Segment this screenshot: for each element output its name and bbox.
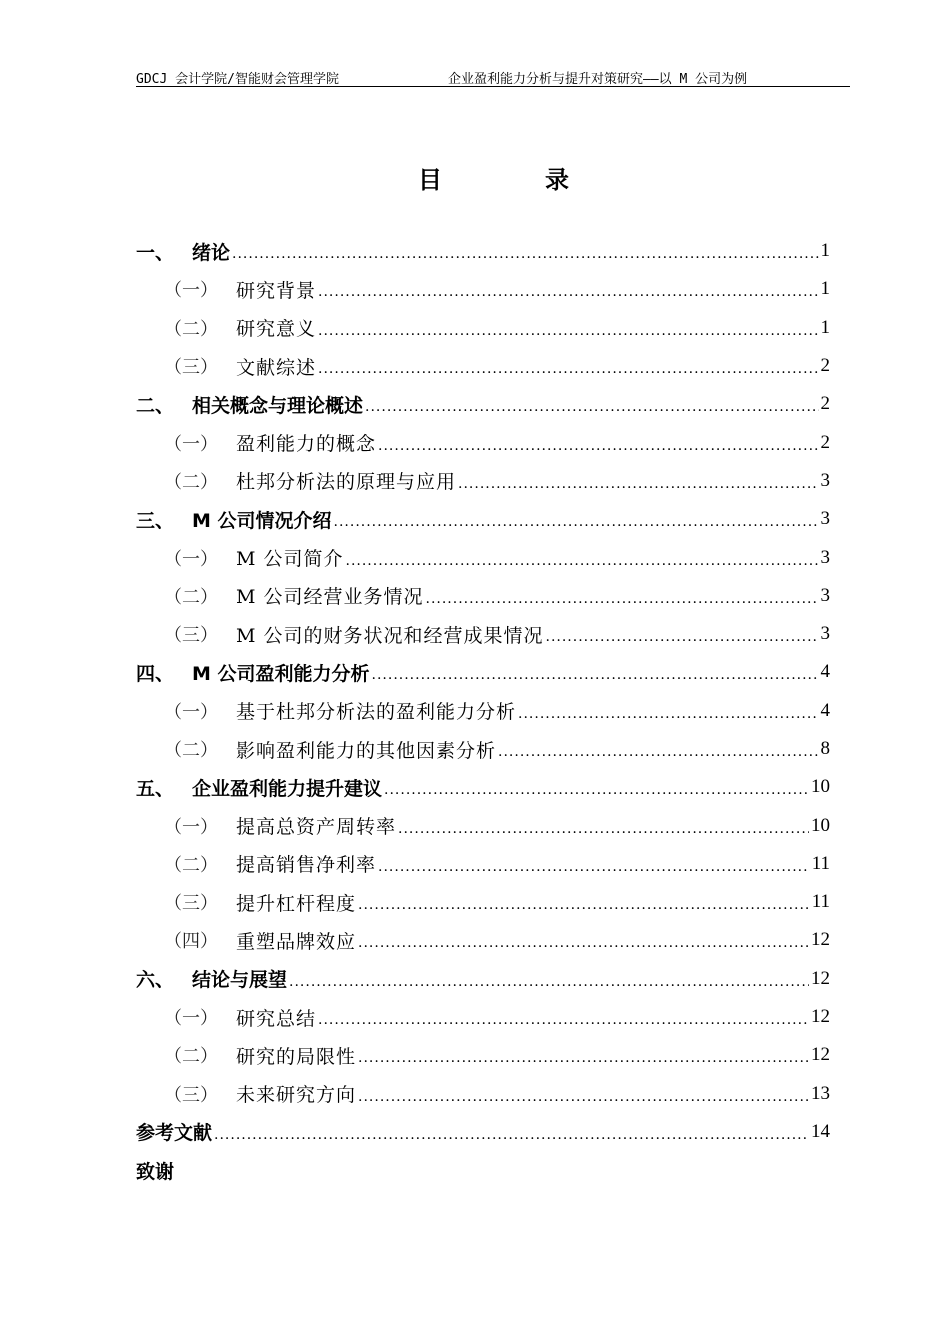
- toc-dot-leader: [214, 1127, 809, 1143]
- toc-entry-number: （一）: [164, 701, 218, 723]
- toc-entry[interactable]: [136, 1036, 830, 1074]
- toc-entry-label: 提高销售净利率: [236, 854, 377, 877]
- toc-entry-page-number: 3: [820, 508, 830, 530]
- toc-entry-page-number: 14: [811, 1120, 830, 1142]
- toc-entry-page-number: 1: [820, 278, 830, 300]
- toc-entry-number: （三）: [164, 893, 218, 915]
- toc-entry-number: 三、: [136, 509, 175, 532]
- toc-dot-leader: [358, 1089, 809, 1105]
- toc-entry-label: M 公司的财务状况和经营成果情况: [236, 624, 544, 647]
- title-char-2: 录: [545, 166, 569, 194]
- toc-entry-page-number: 1: [820, 240, 830, 262]
- toc-entry-page-number: 8: [820, 738, 830, 759]
- toc-entry-number: （二）: [164, 586, 218, 608]
- toc-entry-page-number: 11: [811, 852, 830, 874]
- toc-entry[interactable]: [136, 615, 830, 653]
- toc-entry-page-number: 12: [811, 1006, 830, 1028]
- header-left-text: GDCJ 会计学院/智能财会管理学院: [136, 72, 339, 87]
- toc-entry[interactable]: [136, 883, 830, 921]
- toc-entry-label: 结论与展望: [192, 969, 288, 992]
- toc-dot-leader: [346, 553, 819, 569]
- toc-entry-page-number: 4: [820, 661, 830, 683]
- toc-entry-label: 基于杜邦分析法的盈利能力分析: [236, 701, 517, 724]
- toc-entry-page-number: 3: [820, 546, 830, 568]
- toc-dot-leader: [318, 323, 818, 339]
- toc-dot-leader: [426, 591, 819, 607]
- toc-dot-leader: [372, 667, 819, 683]
- toc-entry-label: 杜邦分析法的原理与应用: [236, 471, 457, 494]
- toc-dot-leader: [334, 514, 819, 530]
- toc-entry-label: 研究背景: [236, 279, 317, 302]
- toc-entry-number: 一、: [136, 241, 175, 264]
- toc-entry[interactable]: [136, 692, 830, 730]
- toc-entry[interactable]: [136, 385, 830, 423]
- toc-entry[interactable]: [136, 270, 830, 308]
- toc-entry-number: （一）: [164, 433, 218, 455]
- toc-dot-leader: [384, 782, 809, 798]
- toc-entry-page-number: 10: [811, 776, 830, 798]
- toc-entry-number: （二）: [164, 1046, 218, 1068]
- toc-entry[interactable]: [136, 500, 830, 538]
- toc-dot-leader: [498, 744, 818, 760]
- toc-entry-number: 五、: [136, 777, 175, 800]
- table-of-contents: [136, 232, 830, 1189]
- toc-entry-label: 研究总结: [236, 1007, 317, 1030]
- toc-entry-page-number: 12: [811, 967, 830, 989]
- toc-entry-label: 未来研究方向: [236, 1084, 357, 1107]
- toc-entry-number: （二）: [164, 854, 218, 876]
- toc-dot-leader: [518, 706, 818, 722]
- toc-entry-page-number: 4: [820, 699, 830, 721]
- page-header: [136, 66, 850, 87]
- toc-entry-number: （二）: [164, 471, 218, 493]
- toc-entry[interactable]: [136, 462, 830, 500]
- toc-entry[interactable]: [136, 423, 830, 461]
- toc-entry-number: （三）: [164, 625, 218, 647]
- toc-entry-page-number: 12: [811, 929, 830, 951]
- toc-entry-page-number: 13: [811, 1082, 830, 1104]
- toc-dot-leader: [318, 284, 818, 300]
- toc-entry-label: 盈利能力的概念: [236, 433, 377, 456]
- toc-entry-label: 影响盈利能力的其他因素分析: [236, 739, 497, 762]
- toc-entry-label: 提高总资产周转率: [236, 816, 397, 839]
- toc-entry-page-number: 2: [820, 393, 830, 415]
- toc-entry-number: （四）: [164, 931, 218, 953]
- toc-entry-label: 重塑品牌效应: [236, 930, 357, 953]
- toc-entry-page-number: 3: [820, 623, 830, 645]
- toc-entry-number: （三）: [164, 357, 218, 379]
- toc-entry[interactable]: [136, 1151, 830, 1189]
- page-title: [0, 160, 950, 194]
- toc-dot-leader: [378, 438, 818, 454]
- toc-entry-label: 研究意义: [236, 318, 317, 341]
- toc-entry[interactable]: [136, 232, 830, 270]
- toc-entry-page-number: 1: [820, 316, 830, 338]
- toc-entry[interactable]: [136, 768, 830, 806]
- toc-entry-label: 致谢: [136, 1160, 175, 1183]
- toc-entry-page-number: 10: [811, 814, 830, 836]
- toc-entry-number: 六、: [136, 969, 175, 992]
- toc-dot-leader: [358, 897, 810, 913]
- toc-entry[interactable]: [136, 538, 830, 576]
- toc-entry[interactable]: [136, 1075, 830, 1113]
- toc-entry[interactable]: [136, 577, 830, 615]
- toc-entry[interactable]: [136, 960, 830, 998]
- toc-entry-number: （一）: [164, 280, 218, 302]
- toc-entry[interactable]: [136, 921, 830, 959]
- toc-dot-leader: [289, 974, 809, 990]
- toc-entry-label: 文献综述: [236, 356, 317, 379]
- toc-entry[interactable]: [136, 806, 830, 844]
- toc-entry-number: 二、: [136, 394, 175, 417]
- header-right-text: 企业盈利能力分析与提升对策研究——以 M 公司为例: [448, 72, 748, 87]
- toc-entry[interactable]: [136, 347, 830, 385]
- toc-entry-number: （三）: [164, 1084, 218, 1106]
- toc-entry-page-number: 12: [811, 1044, 830, 1066]
- toc-entry-number: （一）: [164, 816, 218, 838]
- toc-entry-label: 企业盈利能力提升建议: [192, 777, 383, 800]
- toc-entry-label: M 公司简介: [236, 548, 344, 571]
- toc-entry-label: 提升杠杆程度: [236, 892, 357, 915]
- toc-entry-label: 研究的局限性: [236, 1045, 357, 1068]
- toc-entry-number: （二）: [164, 318, 218, 340]
- toc-entry-number: （一）: [164, 1008, 218, 1030]
- toc-dot-leader: [358, 935, 809, 951]
- toc-entry[interactable]: [136, 998, 830, 1036]
- toc-entry-page-number: 3: [820, 469, 830, 491]
- toc-entry[interactable]: [136, 653, 830, 691]
- toc-dot-leader: [318, 361, 818, 377]
- toc-dot-leader: [378, 859, 810, 875]
- toc-entry-page-number: 11: [811, 891, 830, 913]
- toc-entry-page-number: 2: [820, 431, 830, 453]
- toc-dot-leader: [318, 1012, 809, 1028]
- toc-entry-label: M 公司盈利能力分析: [192, 662, 370, 685]
- toc-entry[interactable]: [136, 309, 830, 347]
- toc-entry-label: M 公司经营业务情况: [236, 586, 424, 609]
- toc-entry-page-number: 2: [820, 355, 830, 377]
- toc-entry-label: 绪论: [192, 241, 231, 264]
- toc-dot-leader: [546, 629, 819, 645]
- toc-entry[interactable]: [136, 730, 830, 768]
- title-char-1: 目: [418, 166, 442, 194]
- toc-dot-leader: [358, 1050, 809, 1066]
- toc-dot-leader: [398, 821, 809, 837]
- toc-dot-leader: [365, 399, 818, 415]
- toc-entry[interactable]: [136, 845, 830, 883]
- toc-entry-number: （一）: [164, 548, 218, 570]
- toc-dot-leader: [458, 476, 818, 492]
- toc-entry-label: 相关概念与理论概述: [192, 394, 364, 417]
- toc-entry-label: M 公司情况介绍: [192, 509, 332, 532]
- toc-dot-leader: [232, 246, 818, 262]
- toc-entry[interactable]: [136, 1113, 830, 1151]
- toc-entry-page-number: 3: [820, 584, 830, 606]
- toc-entry-label: 参考文献: [136, 1122, 213, 1145]
- toc-entry-number: 四、: [136, 662, 175, 685]
- toc-entry-number: （二）: [164, 740, 218, 761]
